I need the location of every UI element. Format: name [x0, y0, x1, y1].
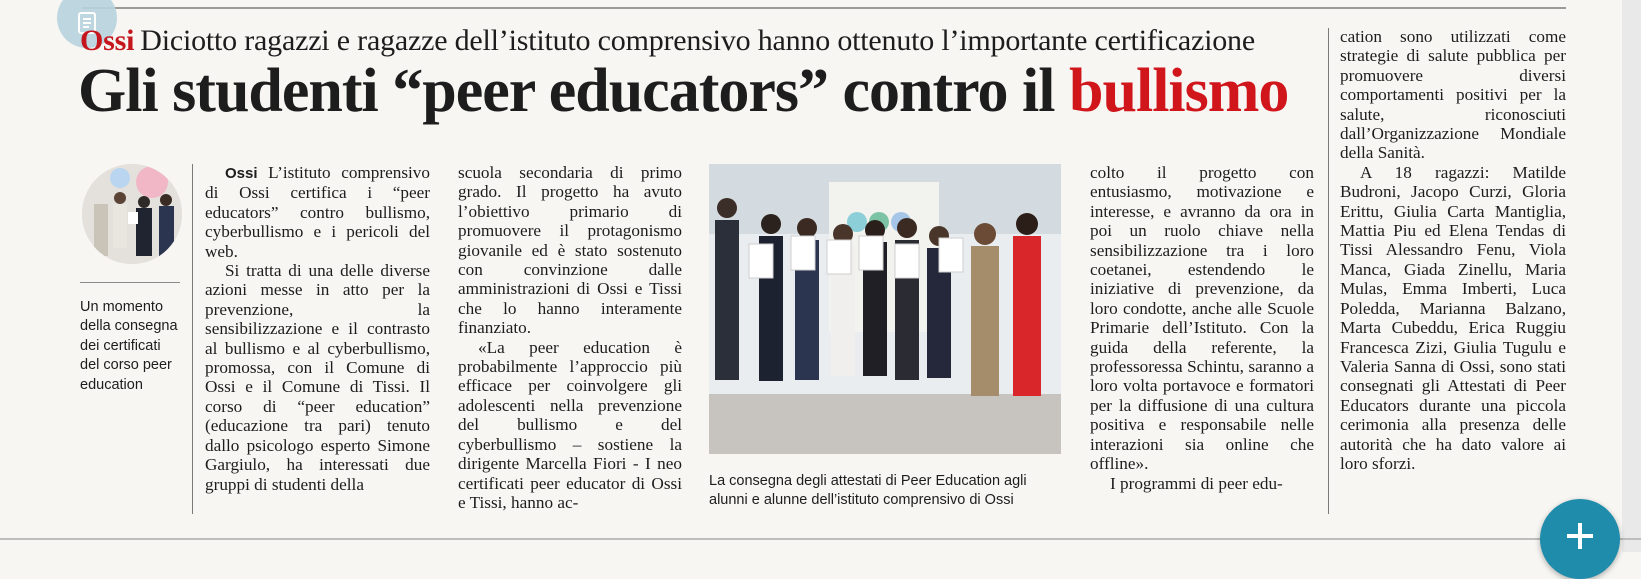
people-group — [715, 198, 1041, 396]
headline-red-word: bullismo — [1069, 57, 1289, 125]
photo-caption: La consegna degli attestati di Peer Education agli alunni e alunne dell’istituto comprensivo di Ossi — [709, 473, 1027, 509]
paragraph: scuola secondaria di primo grado. Il progetto ha avuto l’obiettivo primario di promuovere il protagonismo giovanile ed è stato sostenuto con convinzione dalle amministrazioni di Ossi e Tissi che lo hanno interamente finanziato. — [458, 163, 682, 338]
add-button[interactable] — [1540, 499, 1620, 579]
text-column-2 — [458, 163, 682, 512]
thumbnail-illustration — [82, 164, 182, 264]
paragraph: cation sono utilizzati come strategie di salute pubblica per promuovere diversi comportamenti positivi per la salute, riconosciuti dall’Organizzazione Mondiale della Sanità. — [1340, 27, 1566, 163]
article-headline — [78, 57, 1289, 125]
thumbnail-photo — [82, 164, 182, 264]
paragraph: Si tratta di una delle diverse azioni messe in atto per la prevenzione, la sensibilizzazione e il contrasto al bullismo e al cyberbullismo, promossa, con il Comune di Ossi e il Comune di Tissi. Il corso di “peer education” (educazione tra pari) tenuto dallo psicologo esperto Simone Gargiulo, ha interessati due gruppi di studenti della — [205, 261, 430, 494]
bottom-rule — [0, 538, 1641, 540]
column-rule — [192, 164, 193, 514]
text-column-1 — [205, 163, 430, 494]
headline-main: Gli studenti “peer educators” contro il — [78, 57, 1069, 125]
article-photo — [709, 164, 1061, 454]
scrollbar-track[interactable] — [1622, 0, 1641, 552]
column-rule — [1328, 28, 1329, 514]
paragraph: «La peer education è probabilmente l’approccio più efficace per coinvolgere gli adolescenti nella prevenzione del bullismo e del cyberbullismo – sostiene la dirigente Marcella Fiori - I neo certificati peer educator di Ossi e Tissi, hanno ac- — [458, 337, 682, 512]
text-column-4 — [1340, 27, 1566, 473]
caption-rule — [80, 282, 180, 283]
kicker-place: Ossi — [80, 24, 135, 57]
paragraph: A 18 ragazzi: Matilde Budroni, Jacopo Curzi, Gloria Erittu, Giulia Carta Mantiglia, Mattia Piu ed Elena Tendas di Tissi Alessandro Fenu, Viola Manca, Giada Zinellu, Maria Mulas, Emma Imberti, Luca Poledda, Marianna Balzano, Marta Cubeddu, Erica Ruggiu Francesca Zizi, Giulia Tugulu e Valeria Sanna di Ossi, sono stati consegnati gli Attestati di Peer Educators durante una piccola cerimonia alla presenza delle autorità che ha dato valore ai loro sforzi. — [1340, 162, 1566, 473]
group-photo-illustration — [709, 164, 1061, 454]
paragraph: Ossi L’istituto comprensivo di Ossi certifica i “peer educators” contro bullismo, cyberbullismo e i pericoli del web. — [205, 163, 430, 261]
thumbnail-caption: Un momento della consegna dei certificati del corso peer education — [80, 299, 178, 393]
paragraph: colto il progetto con entusiasmo, motivazione e interesse, e avranno da ora in poi un ruolo chiave nella sensibilizzazione tra i loro coetanei, estendendo le iniziative di prevenzione, da loro condotte, anche alle Scuole Primarie dell’Istituto. Con la guida della referente, la professoressa Schintu, saranno a loro volta portavoce e formatori per la diffusione di una cultura positiva e responsabile nelle interazioni sia online che offline». — [1090, 163, 1314, 474]
text-column-3 — [1090, 163, 1314, 493]
plus-icon — [1565, 521, 1595, 551]
kicker-text: Diciotto ragazzi e ragazze dell’istituto comprensivo hanno ottenuto l’importante certificazione — [140, 24, 1255, 57]
top-rule — [82, 7, 1566, 9]
paragraph: I programmi di peer edu- — [1110, 473, 1283, 493]
dateline: Ossi — [225, 165, 258, 182]
article-kicker — [80, 24, 1255, 58]
